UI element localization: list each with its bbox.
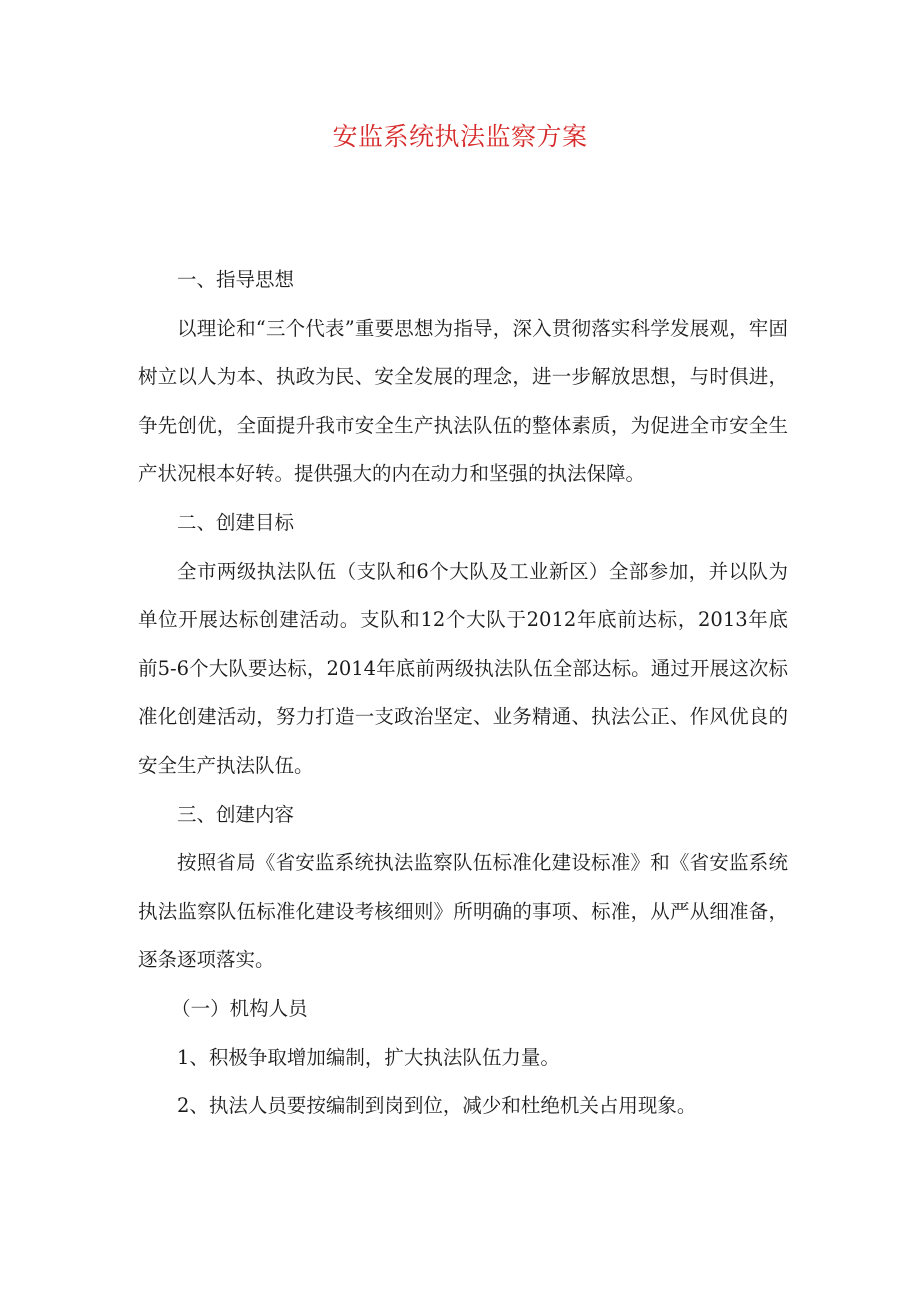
paragraph-content: 按照省局《省安监系统执法监察队伍标准化建设标准》和《省安监系统执法监察队伍标准化建设考核细则》所明确的事项、标准，从严从细准备，逐条逐项落实。 [138,851,788,972]
list-item: 1、积极争取增加编制，扩大执法队伍力量。 [177,1045,560,1069]
list-item: 2、执法人员要按编制到岗到位，减少和杜绝机关占用现象。 [177,1094,697,1118]
paragraph-goals: 全市两级执法队伍（支队和6个大队及工业新区）全部参加，并以队为单位开展达标创建活动。支队和12个大队于2012年底前达标，2013年底前5-6个大队要达标，2014年底前两级执法队伍全部达标。通过开展这次标准化创建活动，努力打造一支政治坚定、业务精通、执法公正、作风优良的安全生产执法队伍。 [138,559,788,777]
section-heading-guiding-ideology: 一、指导思想 [177,268,295,291]
section-heading-content: 三、创建内容 [177,802,295,826]
section-heading-goals: 二、创建目标 [177,510,295,534]
subsection-heading-organization: （一）机构人员 [171,996,308,1020]
document-title: 安监系统执法监察方案 [332,122,588,151]
paragraph-guiding-ideology: 以理论和“三个代表”重要思想为指导，深入贯彻落实科学发展观，牢固树立以人为本、执政为民、安全发展的理念，进一步解放思想，与时俱进，争先创优，全面提升我市安全生产执法队伍的整体素质，为促进全市安全生产状况根本好转。提供强大的内在动力和坚强的执法保障。 [138,316,788,486]
document-body [138,256,788,1131]
